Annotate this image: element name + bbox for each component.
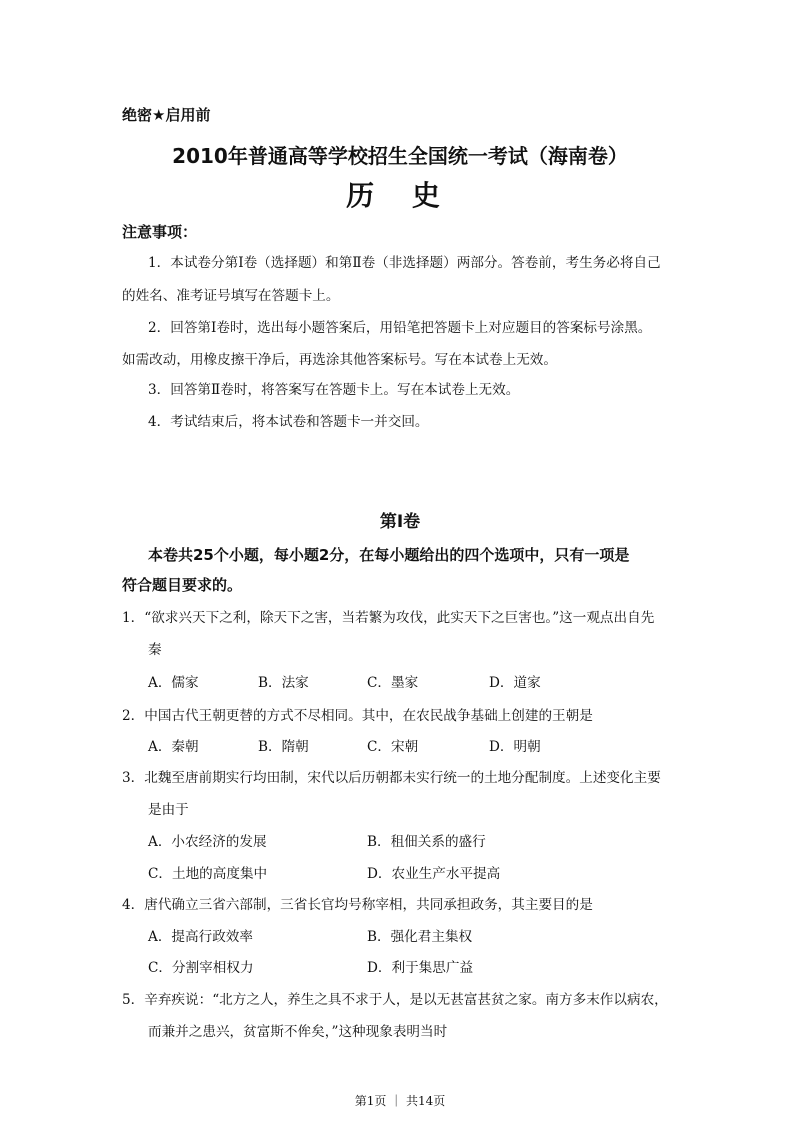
answer-option: D．道家 <box>489 675 541 691</box>
answer-option: C．分割宰相权力 <box>148 960 254 976</box>
answer-option: C．墨家 <box>367 675 419 691</box>
answer-option: D．农业生产水平提高 <box>367 866 501 882</box>
section-intro: 本卷共25个小题，每小题2分，在每小题给出的四个选项中，只有一项是 <box>148 546 630 564</box>
answer-option: A．儒家 <box>148 675 199 691</box>
answer-option: A．小农经济的发展 <box>148 834 267 850</box>
question-stem: 1．“欲求兴天下之利，除天下之害，当若繁为攻伐，此实天下之巨害也。”这一观点出自先 <box>122 610 655 626</box>
secret-mark: 绝密★启用前 <box>122 106 211 124</box>
question-stem: 而兼并之患兴，贫富斯不侔矣，”这种现象表明当时 <box>148 1024 448 1040</box>
question-stem: 是由于 <box>148 802 189 818</box>
question-stem: 4．唐代确立三省六部制，三省长官均号称宰相，共同承担政务，其主要目的是 <box>122 897 593 913</box>
answer-option: C．土地的高度集中 <box>148 866 268 882</box>
answer-option: B．法家 <box>258 675 309 691</box>
notice-line: 的姓名、准考证号填写在答题卡上。 <box>122 288 340 304</box>
answer-option: A．提高行政效率 <box>148 929 253 945</box>
answer-option: B．强化君主集权 <box>367 929 473 945</box>
question-stem: 秦 <box>148 642 162 658</box>
notice-line: 2．回答第Ⅰ卷时，选出每小题答案后，用铅笔把答题卡上对应题目的答案标号涂黑。 <box>148 320 652 336</box>
question-stem: 2．中国古代王朝更替的方式不尽相同。其中，在农民战争基础上创建的王朝是 <box>122 708 593 724</box>
notice-line: 如需改动，用橡皮擦干净后，再选涂其他答案标号。写在本试卷上无效。 <box>122 352 557 368</box>
answer-option: C．宋朝 <box>367 739 419 755</box>
subject-title: 历 史 <box>346 179 454 212</box>
exam-title: 2010年普通高等学校招生全国统一考试（海南卷） <box>172 144 628 168</box>
notice-heading: 注意事项： <box>122 223 198 241</box>
page-footer: 第1页 ｜ 共14页 <box>354 1094 446 1108</box>
question-stem: 5．辛弃疾说：“北方之人，养生之具不求于人，是以无甚富甚贫之家。南方多末作以病农， <box>122 992 668 1008</box>
section-intro: 符合题目要求的。 <box>122 576 243 594</box>
section-title: 第Ⅰ卷 <box>379 512 421 532</box>
notice-line: 4．考试结束后，将本试卷和答题卡一并交回。 <box>148 414 429 430</box>
notice-line: 3．回答第Ⅱ卷时，将答案写在答题卡上。写在本试卷上无效。 <box>148 382 520 398</box>
answer-option: A．秦朝 <box>148 739 199 755</box>
answer-option: D．明朝 <box>489 739 541 755</box>
notice-line: 1．本试卷分第Ⅰ卷（选择题）和第Ⅱ卷（非选择题）两部分。答卷前，考生务必将自己 <box>148 255 661 271</box>
answer-option: B．租佃关系的盛行 <box>367 834 486 850</box>
answer-option: D．利于集思广益 <box>367 960 474 976</box>
answer-option: B．隋朝 <box>258 739 309 755</box>
question-stem: 3．北魏至唐前期实行均田制，宋代以后历朝都未实行统一的土地分配制度。上述变化主要 <box>122 770 661 786</box>
